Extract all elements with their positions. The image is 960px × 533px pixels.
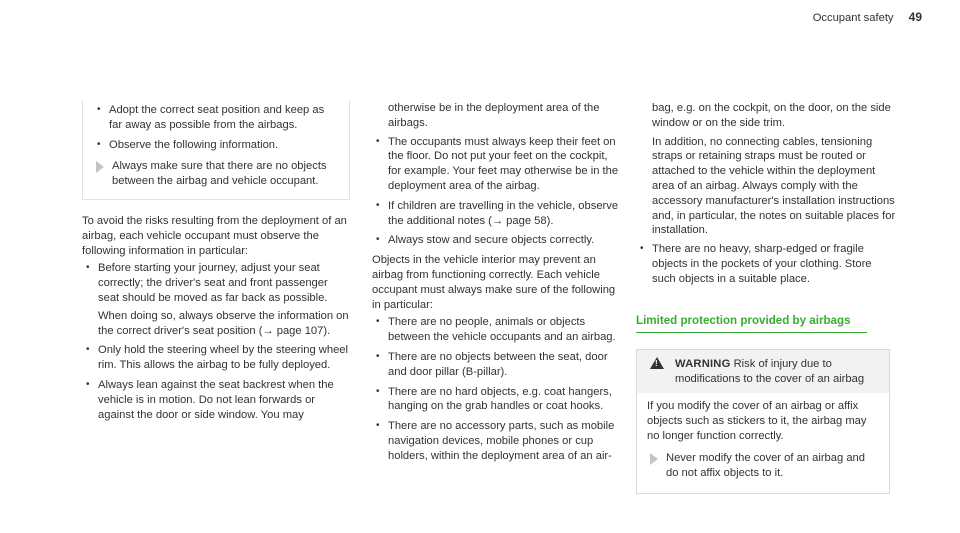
info-list <box>372 135 622 249</box>
list-item: • If children are travelling in the vehicle, observe the additional notes (→ page 58). <box>376 199 619 227</box>
bullet-icon: • <box>376 135 380 147</box>
warning-label: WARNING <box>675 358 731 371</box>
warning-box <box>636 349 890 494</box>
column-3 <box>636 101 898 494</box>
warning-body <box>637 393 889 493</box>
info-list <box>636 242 898 286</box>
column-1 <box>82 100 350 427</box>
list-item: • There are no people, animals or objects between the vehicle occupants and an airbag. <box>376 316 616 344</box>
warning-heading: Risk of injury due to modifications to the cover of an airbag <box>675 358 865 386</box>
warning-text: If you modify the cover of an airbag or affix objects such as stickers to it, the airbag may no longer function correctly. <box>647 399 867 442</box>
section-title: Limited protection provided by airbags <box>636 314 867 334</box>
info-list-2 <box>372 315 622 463</box>
intro-paragraph: To avoid the risks resulting from the deployment of an airbag, each vehicle occupant must observe the following information in particular: <box>82 214 347 257</box>
bullet-icon: • <box>376 420 380 432</box>
list-item: • There are no hard objects, e.g. coat hangers, hanging on the grab handles or coat hooks. <box>376 385 612 413</box>
info-list <box>82 261 350 422</box>
bullet-icon: • <box>86 344 90 356</box>
bullet-icon: • <box>640 243 644 255</box>
list-item: • Always lean against the seat backrest when the vehicle is in motion. Do not lean forwards or against the door or side window. You may <box>86 378 334 421</box>
page-header <box>813 10 922 26</box>
bullet-icon: • <box>376 350 380 362</box>
continued-text: otherwise be in the deployment area of the airbags. <box>388 102 600 129</box>
continued-text-2: In addition, no connecting cables, tensioning straps or retaining straps must be routed or attached to the vehicle within the deployment area of an airbag. Always comply with the accessory manufacturer's installation instructions and, in particular, the notes on suitable places for installation. <box>652 135 896 237</box>
bullet-icon: • <box>97 138 101 150</box>
bullet-icon: • <box>376 316 380 328</box>
continued-text: bag, e.g. on the cockpit, on the door, on the side window or on the side trim. <box>652 102 891 129</box>
box-list <box>93 103 339 152</box>
info-box <box>82 100 350 200</box>
list-item: • Only hold the steering wheel by the steering wheel rim. This allows the airbag to be fully deployed. <box>86 344 349 372</box>
note: Always make sure that there are no objects between the airbag and vehicle occupant. <box>93 159 339 189</box>
list-item: • Always stow and secure objects correctly. <box>376 234 595 247</box>
list-item: • Before starting your journey, adjust your seat correctly; the driver's seat and front passenger seat should be moved as far back as possible. When doing so, always observe the information on the correct driver's seat position (→ page 107). <box>86 262 349 337</box>
list-item: • Observe the following information. <box>97 138 279 151</box>
bullet-icon: • <box>376 385 380 397</box>
list-item: • There are no accessory parts, such as mobile navigation devices, mobile phones or cup holders, within the deployment area of an air- <box>376 420 615 462</box>
list-item: • There are no objects between the seat, door and door pillar (B-pillar). <box>376 350 608 378</box>
page-number: 49 <box>908 10 922 24</box>
warning-header <box>637 350 889 393</box>
list-item: • Adopt the correct seat position and keep as far away as possible from the airbags. <box>97 104 325 131</box>
bullet-icon: • <box>97 104 101 115</box>
triangle-right-icon <box>96 161 104 173</box>
warning-triangle-icon <box>650 357 664 369</box>
bullet-icon: • <box>86 262 90 274</box>
bullet-icon: • <box>86 378 90 390</box>
triangle-right-icon <box>650 453 658 465</box>
column-2 <box>372 101 622 469</box>
list-item: • The occupants must always keep their feet on the floor. Do not put your feet on the cockpit, for example. Your feet may otherwise be in the deployment area of the airbag. <box>376 135 619 192</box>
section-name: Occupant safety <box>812 12 894 24</box>
bullet-icon: • <box>376 199 380 211</box>
list-item: • There are no heavy, sharp-edged or fragile objects in the pockets of your clothing. Store such objects in a suitable place. <box>640 243 872 285</box>
note: Never modify the cover of an airbag and do not affix objects to it. <box>647 451 879 481</box>
paragraph: Objects in the vehicle interior may prevent an airbag from functioning correctly. Each vehicle occupant must always make sure of the following in particular: <box>372 254 616 311</box>
bullet-icon: • <box>376 234 380 246</box>
